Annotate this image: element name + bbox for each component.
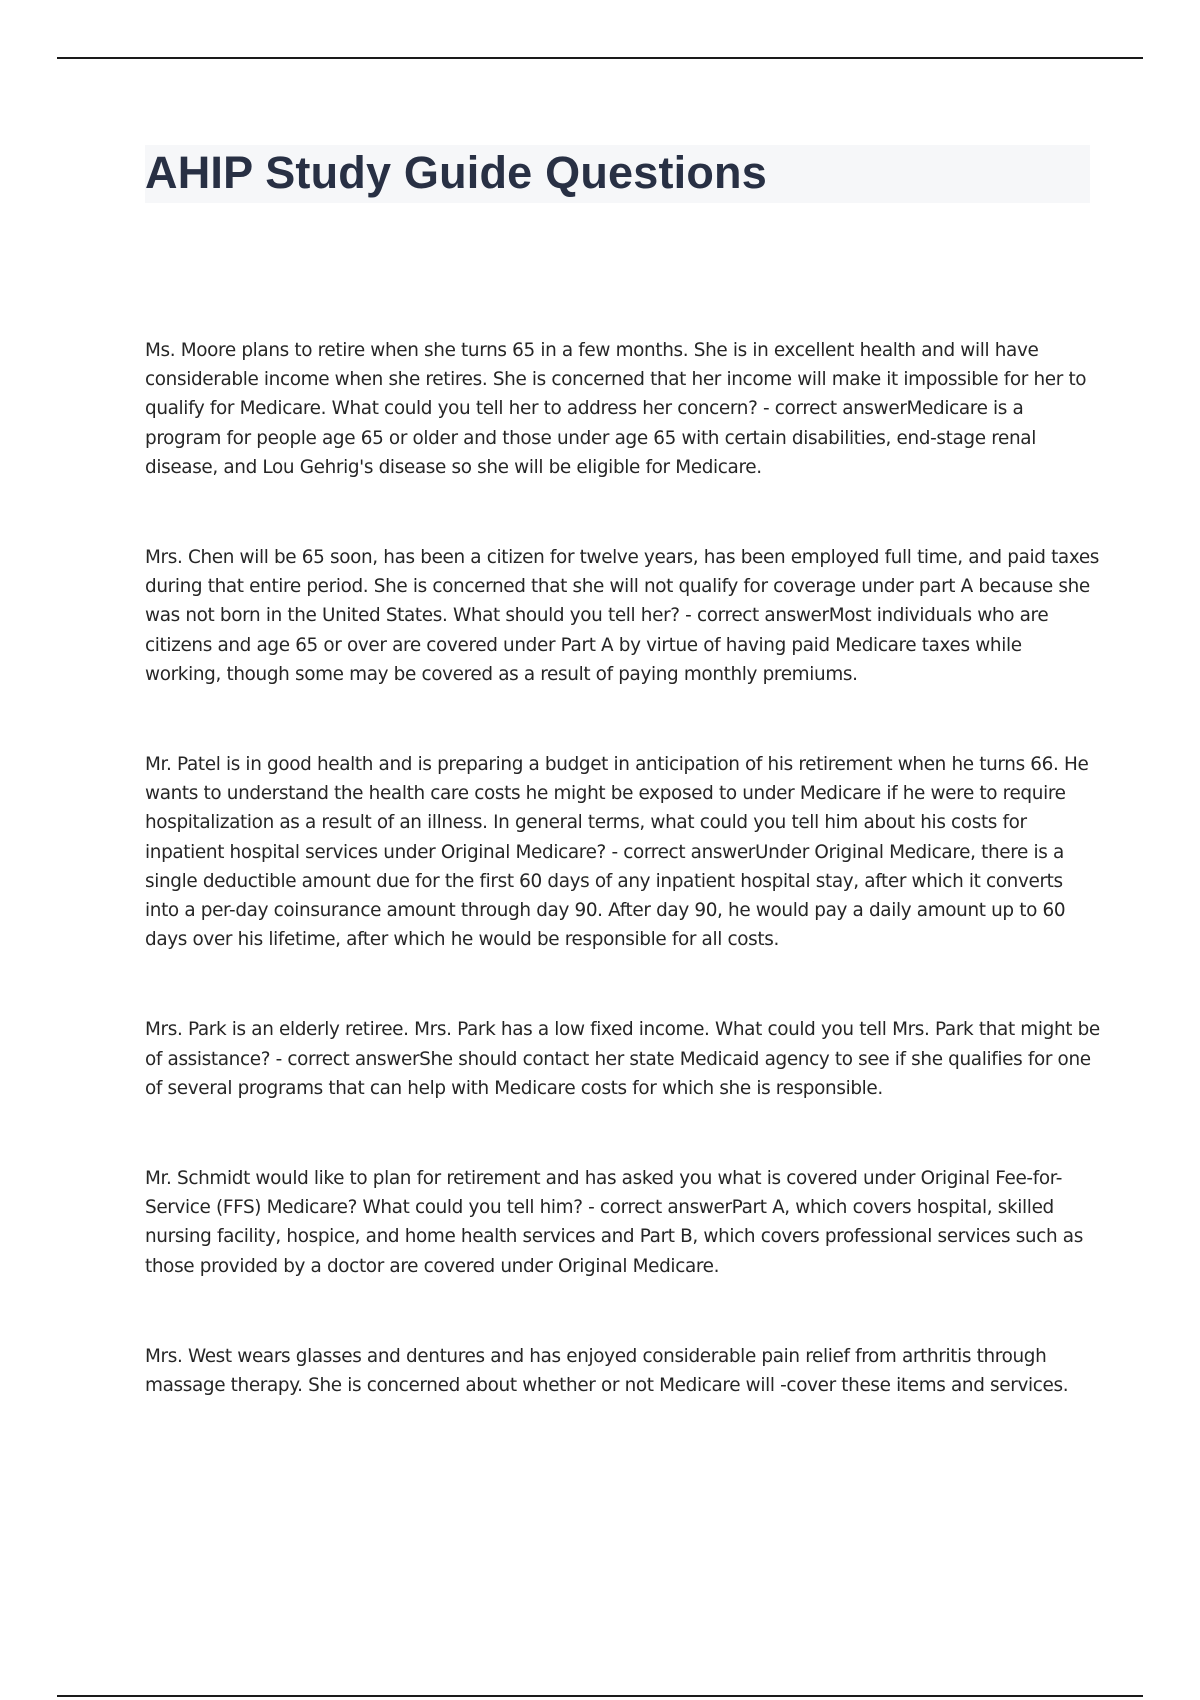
page-title: AHIP Study Guide Questions: [145, 147, 767, 198]
question-list: [145, 336, 1100, 1461]
top-divider: [57, 57, 1143, 59]
bottom-divider: [57, 1695, 1143, 1697]
question-answer-moore: Ms. Moore plans to retire when she turns 65 in a few months. She is in excellent health and will have considerable income when she retires. She is concerned that her income will make it impossible for her to qualify for Medicare. What could you tell her to address her concern? - correct answerMedicare is a program for people age 65 or older and those under age 65 with certain disabilities, end-stage renal disease, and Lou Gehrig's disease so she will be eligible for Medicare.: [145, 340, 1087, 478]
question-answer-chen: Mrs. Chen will be 65 soon, has been a citizen for twelve years, has been employed full time, and paid taxes during that entire period. She is concerned that she will not qualify for coverage under part A because she was not born in the United States. What should you tell her? - correct answerMost individuals who are citizens and age 65 or over are covered under Part A by virtue of having paid Medicare taxes while working, though some may be covered as a result of paying monthly premiums.: [145, 547, 1100, 685]
question-answer-west: Mrs. West wears glasses and dentures and has enjoyed considerable pain relief from arthritis through massage therapy. She is concerned about whether or not Medicare will -cover these items and services.: [145, 1345, 1069, 1397]
question-answer-schmidt: Mr. Schmidt would like to plan for retirement and has asked you what is covered under Original Fee-for-Service (FFS) Medicare? What could you tell him? - correct answerPart A, which covers hospital, skilled nursing facility, hospice, and home health services and Part B, which covers professional services such as those provided by a doctor are covered under Original Medicare.: [145, 1168, 1083, 1277]
question-answer-patel: Mr. Patel is in good health and is preparing a budget in anticipation of his retirement when he turns 66. He wants to understand the health care costs he might be exposed to under Medicare if he were to require hospitalization as a result of an illness. In general terms, what could you tell him about his costs for inpatient hospital services under Original Medicare? - correct answerUnder Original Medicare, there is a single deductible amount due for the first 60 days of any inpatient hospital stay, after which it converts into a per-day coinsurance amount through day 90. After day 90, he would pay a daily amount up to 60 days over his lifetime, after which he would be responsible for all costs.: [145, 754, 1089, 951]
question-answer-park: Mrs. Park is an elderly retiree. Mrs. Park has a low fixed income. What could you tell Mrs. Park that might be of assistance? - correct answerShe should contact her state Medicaid agency to see if she qualifies for one of several programs that can help with Medicare costs for which she is responsible.: [145, 1019, 1100, 1099]
